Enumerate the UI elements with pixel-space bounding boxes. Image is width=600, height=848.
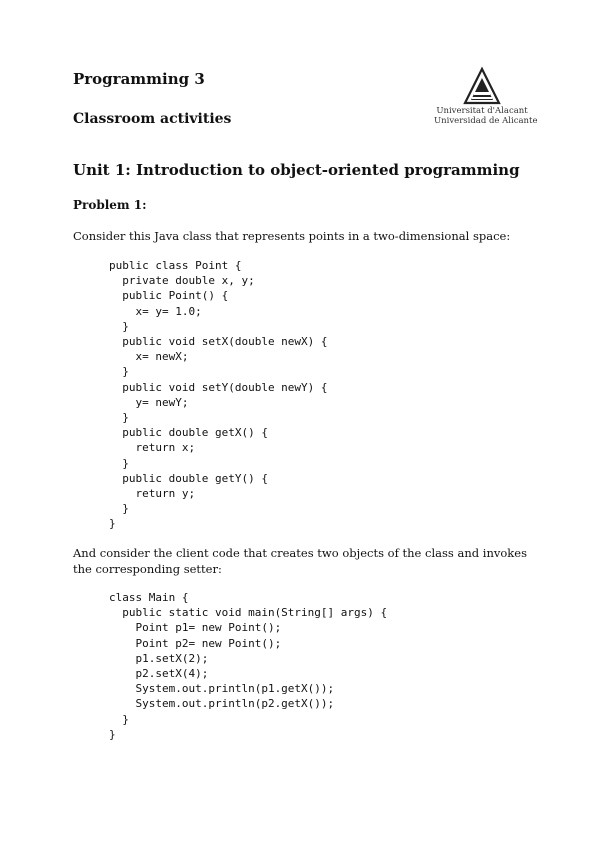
code-line: }: [109, 365, 129, 379]
code-line: x= newX;: [109, 350, 189, 364]
code-line: public void setY(double newY) {: [109, 380, 328, 394]
code-line: }: [109, 319, 129, 333]
code-line: public static void main(String[] args) {: [109, 606, 388, 620]
code-line: }: [109, 456, 129, 470]
client-code-paragraph: And consider the client code that creates two objects of the class and invokes the corresponding setter:: [73, 546, 527, 576]
code-line: public double getX() {: [109, 426, 268, 440]
code-line: }: [109, 712, 129, 726]
code-line: return x;: [109, 441, 196, 455]
intro-paragraph: Consider this Java class that represents points in a two-dimensional space:: [73, 229, 511, 243]
problem-title: Problem 1:: [73, 198, 147, 212]
university-logo: [434, 66, 538, 138]
document-title: Programming 3: [73, 70, 205, 88]
code-line: System.out.println(p1.getX());: [109, 682, 335, 696]
code-block-point-class: [109, 258, 328, 532]
code-line: p1.setX(2);: [109, 651, 209, 665]
code-line: class Main {: [109, 591, 189, 604]
code-line: public double getY() {: [109, 471, 268, 485]
code-line: }: [109, 411, 129, 425]
code-line: Point p2= new Point();: [109, 636, 282, 650]
code-line: Point p1= new Point();: [109, 621, 282, 635]
code-line: }: [109, 727, 116, 741]
document-subtitle: Classroom activities: [73, 111, 232, 127]
code-line: public Point() {: [109, 289, 229, 303]
logo-line-2: Universidad de Alicante: [434, 116, 538, 126]
code-line: return y;: [109, 487, 196, 501]
code-line: System.out.println(p2.getX());: [109, 697, 335, 711]
code-line: p2.setX(4);: [109, 667, 209, 681]
code-line: private double x, y;: [109, 274, 255, 288]
unit-title: Unit 1: Introduction to object-oriented programming: [73, 161, 520, 179]
code-line: public void setX(double newX) {: [109, 335, 328, 349]
code-line: public class Point {: [109, 259, 242, 272]
logo-line-1: Universitat d'Alacant: [436, 106, 528, 116]
code-line: }: [109, 517, 116, 531]
university-emblem-icon: [462, 66, 502, 106]
code-line: }: [109, 502, 129, 516]
code-line: x= y= 1.0;: [109, 304, 202, 318]
code-line: y= newY;: [109, 395, 189, 409]
code-block-main-class: [109, 590, 387, 742]
